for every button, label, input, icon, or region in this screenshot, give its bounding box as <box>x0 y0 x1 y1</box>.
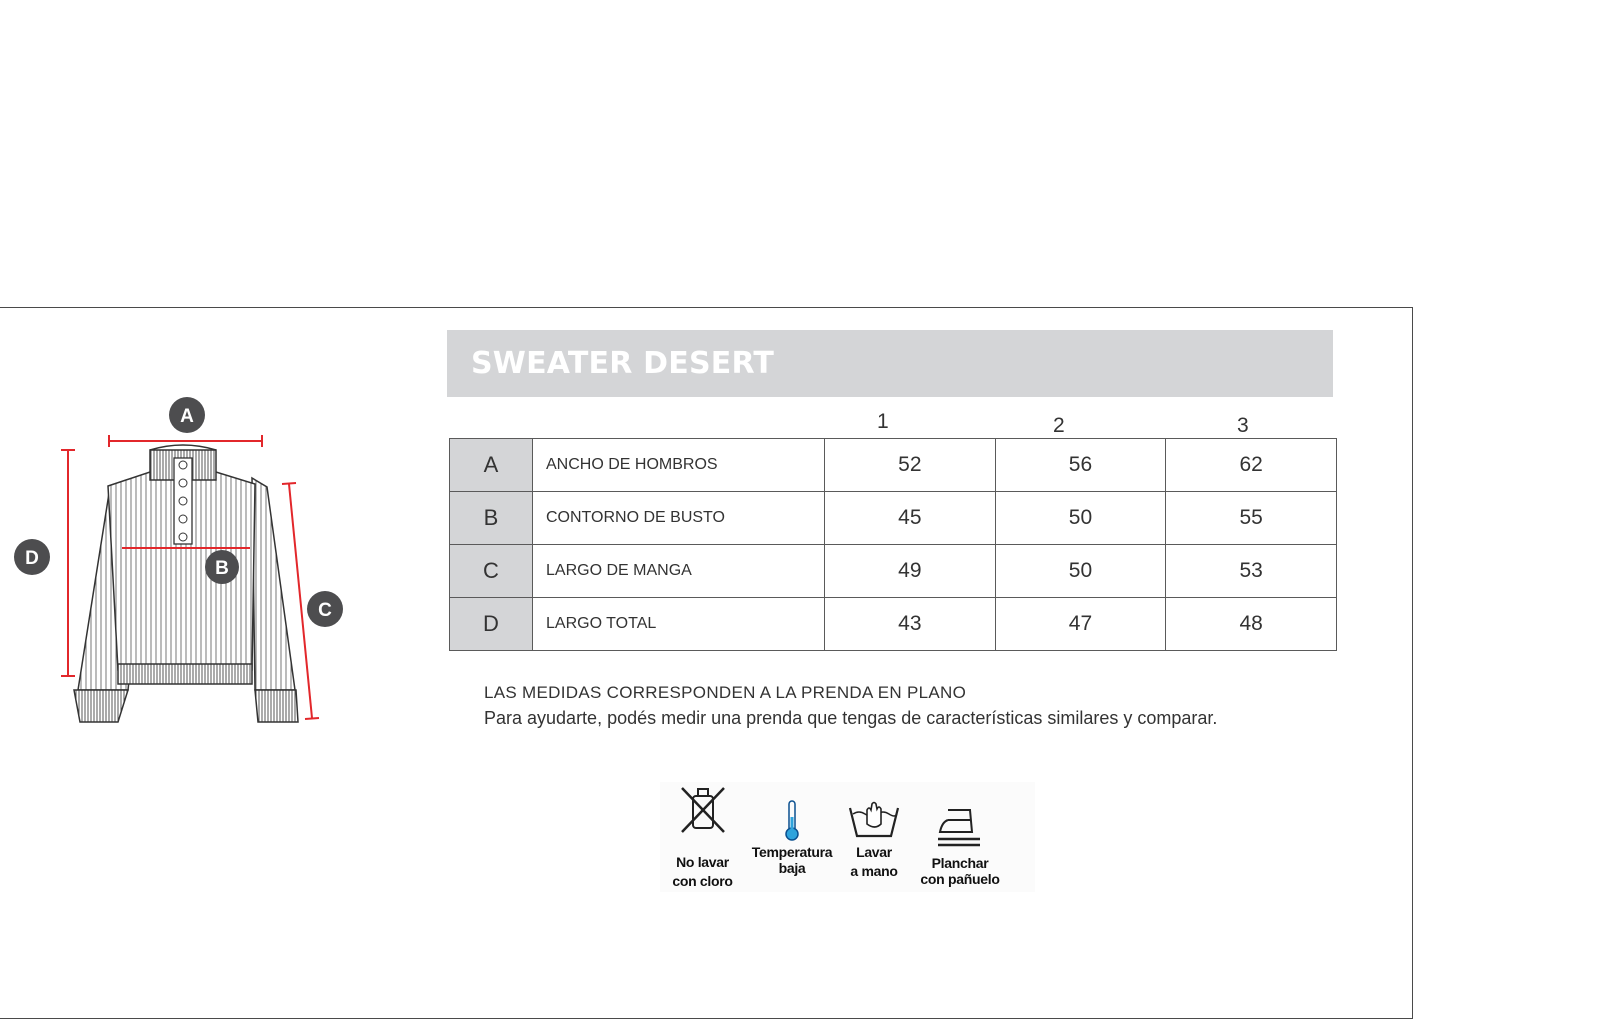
size-value: 47 <box>995 598 1166 651</box>
svg-text:D: D <box>25 548 39 569</box>
badge-d <box>14 539 50 575</box>
svg-text:A: A <box>180 406 194 427</box>
size-value: 56 <box>995 439 1166 492</box>
badge-a <box>169 397 205 433</box>
badge-b <box>205 550 239 584</box>
care-low-temperature: Temperatura baja <box>748 782 836 876</box>
size-value: 50 <box>995 492 1166 545</box>
size-value: 50 <box>995 545 1166 598</box>
table-row <box>450 598 1337 651</box>
row-letter: C <box>450 545 533 598</box>
size-value: 45 <box>825 492 996 545</box>
care-no-bleach: No lavar con cloro <box>660 782 745 889</box>
right-sleeve <box>252 478 295 690</box>
care-instructions <box>660 782 1035 892</box>
svg-text:B: B <box>215 558 229 579</box>
row-letter: B <box>450 492 533 545</box>
row-label: LARGO TOTAL <box>533 598 825 651</box>
size-value: 48 <box>1166 598 1337 651</box>
no-bleach-icon <box>680 786 726 834</box>
title-bar <box>447 330 1333 397</box>
right-cuff <box>255 690 298 722</box>
row-label: LARGO DE MANGA <box>533 545 825 598</box>
row-letter: A <box>450 439 533 492</box>
care-iron-with-cloth: Planchar con pañuelo <box>910 782 1010 887</box>
thermometer-icon <box>782 799 802 841</box>
sweater-hem <box>118 664 252 684</box>
row-letter: D <box>450 598 533 651</box>
table-row <box>450 439 1337 492</box>
hand-wash-icon <box>847 800 901 840</box>
badge-c <box>307 591 343 627</box>
size-header-2: 2 <box>1053 414 1065 437</box>
size-value: 53 <box>1166 545 1337 598</box>
size-value: 55 <box>1166 492 1337 545</box>
svg-text:C: C <box>318 600 332 621</box>
left-cuff <box>74 690 128 722</box>
row-label: ANCHO DE HOMBROS <box>533 439 825 492</box>
size-value: 52 <box>825 439 996 492</box>
measure-note: LAS MEDIDAS CORRESPONDEN A LA PRENDA EN PLANO <box>484 683 967 702</box>
care-hand-wash: Lavar a mano <box>834 782 914 879</box>
page-title: SWEATER DESERT <box>471 346 775 381</box>
measure-tip: Para ayudarte, podés medir una prenda que tengas de características similares y comparar. <box>484 708 1218 728</box>
size-value: 43 <box>825 598 996 651</box>
row-label: CONTORNO DE BUSTO <box>533 492 825 545</box>
size-table <box>449 438 1337 651</box>
size-header-3: 3 <box>1237 414 1249 437</box>
table-row <box>450 492 1337 545</box>
sweater-diagram <box>0 380 360 740</box>
table-row <box>450 545 1337 598</box>
size-header-1: 1 <box>877 410 889 433</box>
size-value: 62 <box>1166 439 1337 492</box>
size-value: 49 <box>825 545 996 598</box>
iron-icon <box>934 804 986 848</box>
